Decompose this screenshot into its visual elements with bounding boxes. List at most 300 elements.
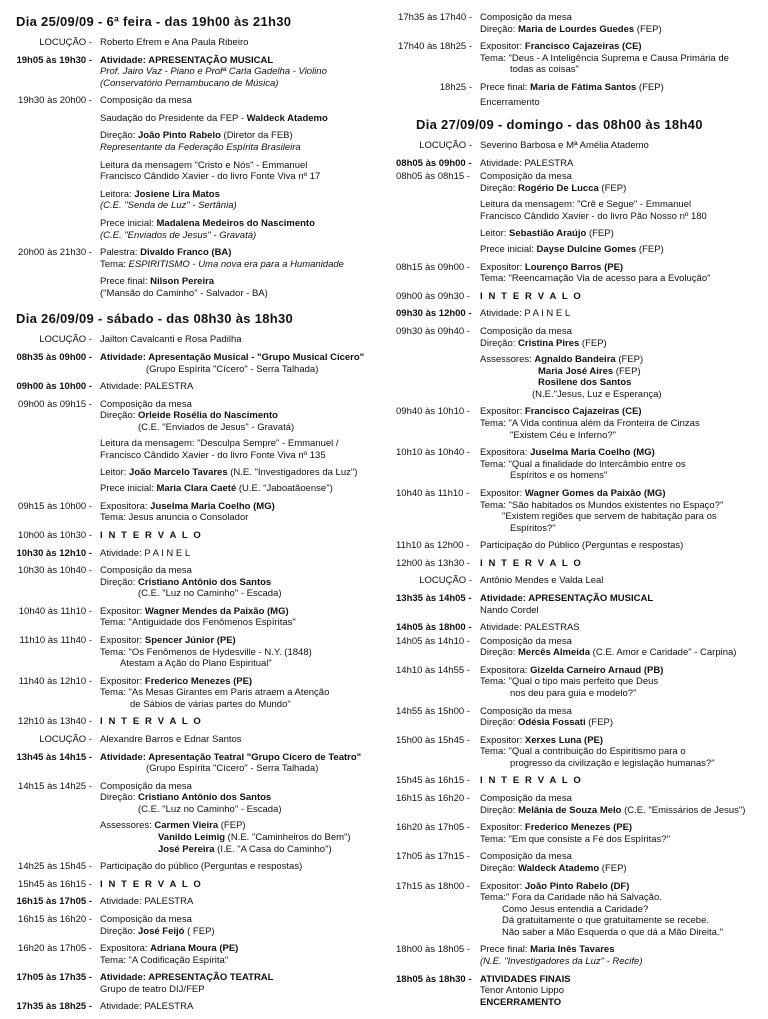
activity-title: Atividade: P A I N E L (100, 547, 191, 559)
schedule-row (8, 606, 376, 629)
person-name: João Pinto Rabelo (DF) (524, 880, 630, 892)
time-label: 09h40 às 10h10 - (396, 406, 470, 418)
label-text: Prece final: (100, 276, 151, 288)
performer: Nando Cordel (480, 604, 539, 616)
time-label: 16h20 às 17h05 - (18, 943, 92, 955)
label-text: Direção: (480, 337, 519, 349)
label-text: Direção: (480, 23, 519, 35)
person-name: Spencer Júnior (PE) (144, 634, 236, 646)
person-name: Gizelda Carneiro Arnaud (PB) (530, 664, 664, 676)
schedule-row (388, 41, 756, 76)
schedule-row (388, 593, 756, 616)
affiliation: (Grupo Espírita "Cícero" - Serra Talhada) (146, 363, 319, 375)
schedule-row (388, 974, 756, 1009)
time-label: 16h15 às 16h20 - (18, 913, 92, 925)
person-name: Madalena Medeiros do Nascimento (156, 217, 315, 229)
time-label: 18h00 às 18h05 - (396, 944, 470, 956)
affiliation: (C.E. "Luz no Caminho" - Escada) (138, 803, 282, 815)
activity-detail: Prof. Jairo Vaz - Piano e Profª Carla Gadelha - Violino (100, 66, 327, 78)
label-text: Expositor: (480, 822, 525, 834)
interval-label: I N T E R V A L O (480, 290, 583, 302)
talk-theme: Tema:" Fora da Caridade não há Salvação. (480, 892, 662, 904)
person-name: Odésia Fossati (518, 717, 586, 729)
schedule-row (8, 381, 376, 393)
person-name: Melânia de Souza Melo (518, 804, 622, 816)
schedule-row (8, 399, 376, 495)
affiliation: (FEP) (613, 365, 641, 377)
label-text: Expositor: (480, 880, 525, 892)
schedule-row (388, 558, 756, 570)
label-text: Prece inicial: (100, 483, 157, 495)
label-text: Expositora: (100, 943, 151, 955)
time-label: 09h00 às 09h30 - (396, 290, 470, 302)
activity-title: Composição da mesa (100, 913, 192, 925)
schedule-row (388, 735, 756, 770)
talk-theme: Tema: "Qual a finalidade do Intercâmbio entre os (480, 458, 686, 470)
time-label: 17h05 às 17h15 - (396, 851, 470, 863)
talk-theme: progresso da civilização e legislação humanas?" (510, 757, 715, 769)
schedule-row (8, 914, 376, 937)
person-name: Maria José Aires (538, 365, 614, 377)
label-text: Tema: (100, 258, 129, 270)
activity-title: Composição da mesa (480, 793, 572, 805)
time-label: 17h15 às 18h00 - (396, 880, 470, 892)
schedule-row (8, 676, 376, 711)
person-name: Francisco Cajazeiras (CE) (524, 41, 642, 53)
person-name: Josiene Lira Matos (134, 188, 220, 200)
person-name: Sebastião Araújo (509, 227, 587, 239)
label-text: Leitora: (100, 188, 135, 200)
affiliation: (FEP) (218, 820, 246, 832)
time-label: 08h05 às 09h00 - (396, 157, 472, 169)
schedule-row (8, 530, 376, 542)
person-name: Xerxes Luna (PE) (524, 734, 604, 746)
schedule-row (8, 247, 376, 299)
activity-title: Composição da mesa (480, 635, 572, 647)
time-label: 10h40 às 11h10 - (396, 487, 470, 499)
time-label: 19h30 às 20h00 - (18, 95, 92, 107)
talk-theme: "Existem Céu e Inferno?" (510, 429, 617, 441)
label-text: Direção: (100, 576, 139, 588)
activity-title: Composição da mesa (480, 851, 572, 863)
affiliation: (FEP) (615, 354, 644, 366)
time-label: 15h45 às 16h15 - (396, 775, 470, 787)
schedule-row (8, 635, 376, 670)
label-text: Prece final: (480, 81, 531, 93)
affiliation: (Grupo Espírita "Cícero" - Serra Talhada) (146, 763, 319, 775)
label-text: Prece inicial: (480, 244, 537, 256)
affiliation: (N.E. "Investigadores da Luz" - Recife) (480, 956, 643, 967)
talk-theme: Tema: "Reencarnação Via de acesso para a Evolução" (480, 273, 711, 285)
announcers: Antônio Mendes e Valda Leal (480, 575, 604, 587)
schedule-row (388, 291, 756, 303)
label-text: Direção: (480, 717, 519, 729)
schedule-row (8, 734, 376, 746)
person-name: Maria Inês Tavares (530, 944, 615, 956)
affiliation: (C.E. "Luz no Caminho" - Escada) (138, 588, 282, 600)
affiliation: (N.E. "Investigadores da Luz") (227, 466, 358, 478)
schedule-row (8, 37, 376, 49)
time-label: 20h00 às 21h30 - (18, 247, 92, 259)
person-name: Wagner Mendes da Paixão (MG) (144, 605, 289, 617)
person-name: Waldeck Atademo (246, 112, 328, 124)
schedule-row (388, 12, 756, 35)
time-label: 17h35 às 17h40 - (398, 12, 472, 23)
affiliation: (N.E. "Caminheiros do Bem") (225, 832, 351, 844)
schedule-row (388, 82, 756, 109)
person-name: Rogério De Lucca (518, 182, 599, 194)
schedule-row (8, 716, 376, 728)
label-text: Expositor: (480, 406, 525, 418)
talk-theme: Não saber a Mão Esquerda o que dá a Mão Direita." (502, 926, 723, 938)
time-label: 17h35 às 18h25 - (16, 1001, 92, 1013)
time-label: 14h05 às 14h10 - (396, 635, 470, 647)
performer: Tenor Antonio Lippo (480, 985, 564, 997)
time-label: 14h15 às 14h25 - (18, 780, 92, 792)
affiliation: (FEP) (598, 182, 627, 194)
person-name: Wagner Gomes da Paixão (MG) (524, 487, 666, 499)
time-label: 09h30 às 09h40 - (396, 325, 470, 337)
activity-title: Atividade: APRESENTAÇÃO TEATRAL (100, 972, 274, 984)
person-name: Cristiano Antônio dos Santos (138, 792, 272, 804)
schedule-row (8, 781, 376, 855)
schedule-row (388, 822, 756, 845)
schedule-row (8, 943, 376, 966)
schedule-row (388, 158, 756, 170)
affiliation: (Diretor da FEB) (220, 130, 293, 142)
label-text: Prece inicial: (100, 217, 157, 229)
schedule-row (388, 171, 756, 255)
person-name: Adriana Moura (PE) (150, 943, 239, 955)
time-label: 13h45 às 14h15 - (16, 751, 92, 763)
schedule-row (388, 406, 756, 441)
schedule-row (388, 326, 756, 400)
person-name: José Feijó (138, 925, 185, 937)
activity-title: Participação do Público (Perguntas e respostas) (480, 540, 684, 552)
closing-label: ENCERRAMENTO (480, 996, 562, 1008)
announcers: Roberto Efrem e Ana Paula Ribeiro (100, 37, 249, 48)
talk-theme: Dá gratuitamente o que gratuitamente se recebe. (502, 915, 710, 927)
affiliation: (FEP) (585, 717, 614, 729)
schedule-row (8, 879, 376, 891)
interval-label: I N T E R V A L O (480, 775, 583, 787)
activity-title: Atividade: APRESENTAÇÃO MUSICAL (100, 54, 274, 66)
person-name: Rosilene dos Santos (538, 377, 632, 389)
activity-detail: Grupo de teatro DIJ/FEP (100, 983, 205, 995)
label-text: Expositor: (480, 261, 525, 273)
person-name: Mercês Almeida (518, 647, 591, 659)
label-text: Prece final: (480, 944, 531, 956)
label-text: Direção: (480, 182, 519, 194)
affiliation: (FEP) (586, 227, 614, 239)
schedule-row (388, 793, 756, 816)
schedule-row (388, 540, 756, 552)
reading-source: Francisco Cândido Xavier - do livro Fonte Viva nº 135 (100, 450, 326, 462)
label-text: Expositora: (480, 664, 531, 676)
time-label: 16h20 às 17h05 - (396, 822, 470, 834)
label-text: Expositor: (100, 605, 145, 617)
time-label: 12h10 às 13h40 - (18, 716, 92, 728)
schedule-row (388, 851, 756, 874)
time-label: 16h15 às 17h05 - (16, 896, 92, 908)
schedule-row (388, 262, 756, 285)
activity-title: Composição da mesa (100, 780, 192, 792)
activity-title: ATIVIDADES FINAIS (480, 973, 571, 985)
label-text: Direção: (100, 130, 139, 142)
schedule-row (388, 140, 756, 152)
affiliation: (FEP) (599, 862, 627, 874)
label-text: Expositor: (480, 487, 525, 499)
schedule-row (8, 861, 376, 873)
time-label: 16h15 às 16h20 - (396, 793, 470, 805)
schedule-row (388, 665, 756, 700)
label-text: Assessores: (100, 820, 155, 832)
talk-theme: todas as coisas" (510, 64, 579, 76)
schedule-row (388, 308, 756, 320)
label-text: Direção: (100, 925, 139, 937)
time-label: 09h15 às 10h00 - (18, 500, 92, 512)
activity-title: Composição da mesa (480, 12, 572, 23)
affiliation: (FEP) (579, 337, 607, 349)
label-text: Direção: (480, 647, 519, 659)
time-label: 14h05 às 18h00 - (396, 622, 472, 634)
talk-theme: nos deu para guia e modelo?" (510, 688, 637, 700)
person-name: Juselma Maria Coelho (MG) (530, 447, 655, 459)
day-heading-26: Dia 26/09/09 - sábado - das 08h30 às 18h30 (16, 311, 294, 327)
activity-title: Atividade: P A I N E L (480, 308, 571, 320)
person-name: João Marcelo Tavares (129, 466, 228, 478)
person-name: Lourenço Barros (PE) (524, 261, 624, 273)
schedule-row (388, 488, 756, 534)
affiliation: (FEP) (634, 23, 662, 35)
time-label: 12h00 às 13h30 - (396, 557, 470, 569)
talk-theme: de Sábios de várias partes do Mundo" (130, 698, 291, 710)
time-label: LOCUÇÃO - (39, 37, 92, 48)
schedule-row (8, 95, 376, 241)
person-name: José Pereira (158, 843, 215, 855)
activity-title: Composição da mesa (100, 398, 192, 410)
person-name: Agnaldo Bandeira (534, 354, 616, 366)
time-label: 11h40 às 12h10 - (18, 675, 92, 687)
talk-theme: Tema: Jesus anuncia o Consolador (100, 512, 249, 524)
activity-title: Atividade: PALESTRA (100, 381, 194, 393)
reading-title: Leitura da mensagem "Cristo e Nós" - Emmanuel (100, 159, 308, 171)
affiliation: (FEP) (636, 244, 664, 256)
affiliation: (FEP) (636, 81, 664, 93)
label-text: Leitor: (100, 466, 130, 478)
activity-title: Composição da mesa (100, 565, 192, 577)
affiliation: ("Mansão do Caminho" - Salvador - BA) (100, 287, 268, 299)
person-name: Nilson Pereira (150, 276, 215, 288)
time-label: 10h30 às 12h10 - (16, 547, 92, 559)
schedule-row (8, 896, 376, 908)
interval-label: I N T E R V A L O (100, 529, 203, 541)
closing-label: Encerramento (480, 97, 540, 109)
affiliation: Representante da Federação Espírita Brasileira (100, 142, 301, 154)
schedule-row (8, 501, 376, 524)
time-label: LOCUÇÃO - (419, 575, 472, 587)
affiliation: (C.E. Amor e Caridade" - Carpina) (590, 647, 737, 659)
activity-detail: (Conservatório Pernambucano de Música) (100, 77, 279, 89)
time-label: 15h00 às 15h45 - (396, 734, 470, 746)
person-name: Maria Clara Caeté (156, 483, 237, 495)
time-label: 11h10 às 11h40 - (19, 634, 92, 646)
person-name: Waldeck Atademo (518, 862, 600, 874)
reading-title: Leitura da mensagem: "Crê e Segue" - Emmanuel (480, 199, 692, 211)
interval-label: I N T E R V A L O (100, 716, 203, 728)
interval-label: I N T E R V A L O (480, 557, 583, 569)
person-name: Carmen Vieira (154, 820, 219, 832)
time-label: 13h35 às 14h05 - (396, 592, 472, 604)
time-label: 19h05 às 19h30 - (16, 54, 92, 66)
affiliation: (U.E. "Jaboatãoense") (236, 483, 333, 495)
talk-theme: Tema: "São habitados os Mundos existentes no Espaço?" (480, 499, 724, 511)
talk-theme: Atestam a Ação do Plano Espiritual" (120, 658, 272, 670)
label-text: Leitor: (480, 227, 510, 239)
day-heading-27: Dia 27/09/09 - domingo - das 08h00 às 18h40 (416, 117, 703, 133)
activity-title: Atividade: Apresentação Teatral "Grupo Cícero de Teatro" (100, 751, 362, 763)
talk-theme: Tema: "A Codificação Espírita" (100, 954, 229, 966)
interval-label: I N T E R V A L O (100, 878, 203, 890)
label-text: Direção: (480, 804, 519, 816)
time-label: LOCUÇÃO - (419, 140, 472, 152)
affiliation: (I.E. "A Casa do Caminho") (214, 843, 332, 855)
person-name: Orleide Rosélia do Nascimento (138, 410, 278, 422)
reading-title: Leitura da mensagem: "Desculpa Sempre" - Emmanuel / (100, 438, 339, 450)
activity-title: Atividade: APRESENTAÇÃO MUSICAL (480, 592, 654, 604)
time-label: 09h00 às 10h00 - (16, 381, 92, 393)
activity-title: Composição da mesa (480, 171, 572, 183)
label-text: Expositor: (100, 675, 145, 687)
schedule-row (8, 548, 376, 560)
talk-theme: Tema: "Em que consiste a Fé dos Espíritas?" (480, 833, 670, 845)
activity-title: Composição da mesa (480, 705, 572, 717)
talk-theme: Espíritos?" (510, 522, 556, 534)
time-label: 10h40 às 11h10 - (18, 605, 92, 617)
talk-theme: Como Jesus entendia a Caridade? (502, 903, 649, 915)
activity-title: Participação do público (Perguntas e respostas) (100, 861, 303, 873)
person-name: Maria de Fátima Santos (530, 81, 637, 93)
time-label: 14h25 às 15h45 - (18, 861, 92, 873)
talk-theme: Tema: "Qual a contribuição do Espiritismo para o (480, 746, 686, 758)
label-text: Direção: (100, 792, 139, 804)
talk-theme: Tema: "Qual o tipo mais perfeito que Deus (480, 676, 659, 688)
affiliation: (C.E. "Enviados de Jesus" - Gravatá) (100, 229, 257, 241)
time-label: 08h35 às 09h00 - (16, 351, 92, 363)
time-label: 18h25 - (439, 81, 472, 93)
schedule-row (8, 1001, 376, 1013)
time-label: 15h45 às 16h15 - (18, 878, 92, 890)
time-label: 09h30 às 12h00 - (396, 308, 472, 320)
schedule-row (8, 972, 376, 995)
label-text: Direção: (480, 862, 519, 874)
time-label: LOCUÇÃO - (39, 734, 92, 746)
time-label: LOCUÇÃO - (39, 334, 92, 346)
person-name: Dayse Dulcine Gomes (536, 244, 637, 256)
schedule-row (8, 55, 376, 90)
person-name: Maria de Lourdes Guedes (518, 23, 635, 35)
person-name: João Pinto Rabelo (138, 130, 221, 142)
talk-theme: Tema: "Antiguidade dos Fenômenos Espíritas" (100, 617, 296, 629)
label-text: Palestra: (100, 247, 141, 259)
talk-theme: Espíritos e os homens" (510, 470, 608, 482)
person-name: Francisco Cajazeiras (CE) (524, 406, 642, 418)
affiliation: (C.E. "Emissários de Jesus") (621, 804, 746, 816)
label-text: Expositor: (480, 734, 525, 746)
affiliation: (C.E. "Senda de Luz" - Sertânia) (100, 200, 237, 212)
activity-title: Composição da mesa (480, 325, 572, 337)
announcers: Severino Barbosa e Mª Amélia Atademo (480, 140, 649, 152)
time-label: 10h10 às 10h40 - (396, 447, 470, 459)
reading-source: Francisco Cândido Xavier - do livro Fonte Viva nº 17 (100, 171, 321, 183)
person-name: Divaldo Franco (BA) (140, 247, 232, 259)
schedule-row (388, 706, 756, 729)
label-text: Expositora: (100, 500, 151, 512)
label-text: Expositor: (480, 41, 525, 53)
time-label: 14h10 às 14h55 - (396, 664, 470, 676)
label-text: Direção: (100, 410, 139, 422)
time-label: 17h05 às 17h35 - (16, 972, 92, 984)
schedule-row (8, 352, 376, 375)
schedule-row (388, 622, 756, 634)
schedule-row (8, 565, 376, 600)
label-text: Saudação do Presidente da FEP - (100, 112, 247, 124)
talk-theme: Tema: "Deus - A Inteligência Suprema e Causa Primária de (480, 52, 729, 64)
person-name: Frederico Menezes (PE) (524, 822, 633, 834)
time-label: 17h40 às 18h25 - (398, 41, 472, 53)
reading-source: Francisco Cândido Xavier - do livro Pão Nosso nº 180 (480, 210, 707, 222)
activity-title: Composição da mesa (100, 95, 192, 107)
schedule-row (388, 881, 756, 939)
right-column (388, 12, 756, 1014)
schedule-row (388, 775, 756, 787)
label-text: Assessores: (480, 354, 535, 366)
affiliation: ( FEP) (184, 925, 215, 937)
schedule-row (388, 447, 756, 482)
time-label: 08h05 às 08h15 - (396, 171, 470, 183)
schedule-row (388, 575, 756, 587)
activity-title: Atividade: Apresentação Musical - "Grupo Musical Cícero" (100, 351, 365, 363)
announcers: Alexandre Barros e Ednar Santos (100, 734, 242, 746)
person-name: Cristiano Antônio dos Santos (138, 576, 272, 588)
schedule-row (388, 636, 756, 659)
time-label: 14h55 às 15h00 - (396, 705, 470, 717)
label-text: Expositora: (480, 447, 531, 459)
person-name: Juselma Maria Coelho (MG) (150, 500, 275, 512)
talk-theme: "Existem regiões que servem de habitação para os (502, 511, 717, 523)
time-label: 18h05 às 18h30 - (396, 973, 472, 985)
day-heading-25: Dia 25/09/09 - 6ª feira - das 19h00 às 21h30 (16, 14, 292, 29)
announcers: Jailton Cavalcanti e Rosa Padilha (100, 334, 242, 346)
person-name: Vanildo Leimig (158, 832, 226, 844)
left-column (8, 12, 376, 1019)
affiliation: (N.E."Jesus, Luz e Esperança) (532, 388, 662, 400)
time-label: 11h10 às 12h00 - (396, 540, 470, 552)
talk-theme: Tema: "Os Fenômenos de Hydesville - N.Y. (1848) (100, 646, 312, 658)
person-name: Cristina Pires (518, 337, 580, 349)
time-label: 10h30 às 10h40 - (18, 565, 92, 577)
activity-title: Atividade: PALESTRA (100, 896, 194, 908)
talk-theme: Tema: "A Vida continua além da Fronteira de Cinzas (480, 418, 700, 430)
time-label: 08h15 às 09h00 - (396, 261, 470, 273)
talk-theme: Tema: "As Mesas Girantes em Paris atraem a Atenção (100, 687, 330, 699)
schedule-row (388, 944, 756, 967)
time-label: 09h00 às 09h15 - (18, 398, 92, 410)
schedule-row (8, 752, 376, 775)
affiliation: (C.E. "Enviados de Jesus" - Gravatá) (138, 421, 295, 433)
talk-theme: ESPIRITISMO - Uma nova era para a Humanidade (128, 258, 344, 270)
time-label: 10h00 às 10h30 - (18, 529, 92, 541)
